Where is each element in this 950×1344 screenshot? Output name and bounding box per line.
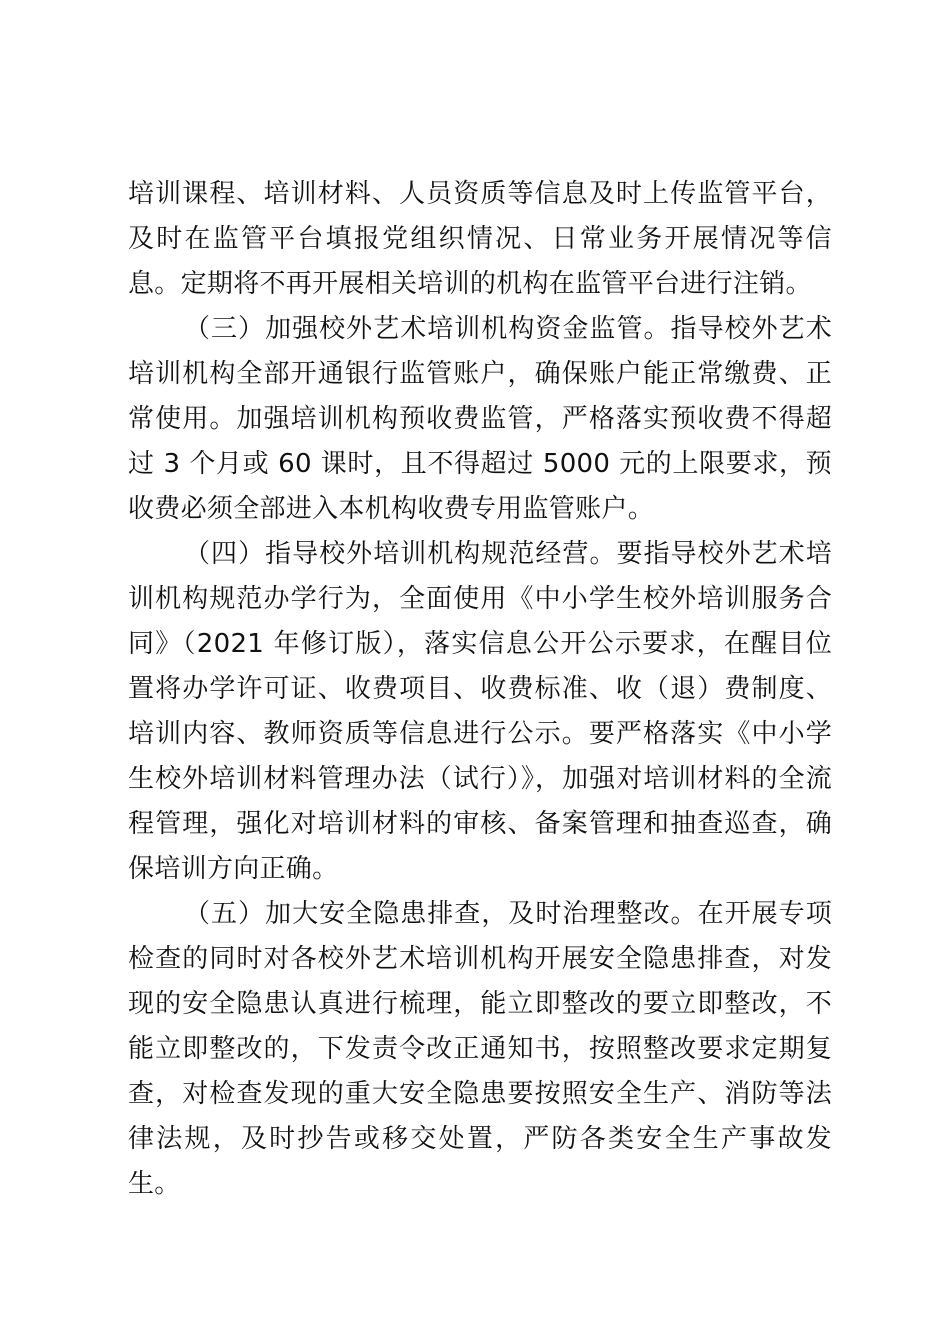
paragraph-section-5-safety-inspection: （五）加大安全隐患排查，及时治理整改。在开展专项检查的同时对各校外艺术培训机构开展安全隐患排查，对发现的安全隐患认真进行梳理，能立即整改的要立即整改，不能立即整改的，下发责令改正通知书，按照整改要求定期复查，对检查发现的重大安全隐患要按照安全生产、消防等法律法规，及时抄告或移交处置，严防各类安全生产事故发生。 [128,899,832,1199]
paragraph-section-4-standard-operation: （四）指导校外培训机构规范经营。要指导校外艺术培训机构规范办学行为，全面使用《中小学生校外培训服务合同》（2021 年修订版），落实信息公开公示要求，在醒目位置将办学许可证、收费项目、收费标准、收（退）费制度、培训内容、教师资质等信息进行公示。要严格落实《中小学生校外培训材料管理办法（试行）》，加强对培训材料的全流程管理，强化对培训材料的审核、备案管理和抽查巡查，确保培训方向正确。 [128,539,832,884]
paragraph-section-3-fund-supervision: （三）加强校外艺术培训机构资金监管。指导校外艺术培训机构全部开通银行监管账户，确保账户能正常缴费、正常使用。加强培训机构预收费监管，严格落实预收费不得超过 3 个月或 60 课时，且不得超过 5000 元的上限要求，预收费必须全部进入本机构收费专用监管账户。 [128,314,832,524]
document-body [128,172,832,1207]
paragraph-continuation: 培训课程、培训材料、人员资质等信息及时上传监管平台，及时在监管平台填报党组织情况、日常业务开展情况等信息。定期将不再开展相关培训的机构在监管平台进行注销。 [128,179,832,299]
